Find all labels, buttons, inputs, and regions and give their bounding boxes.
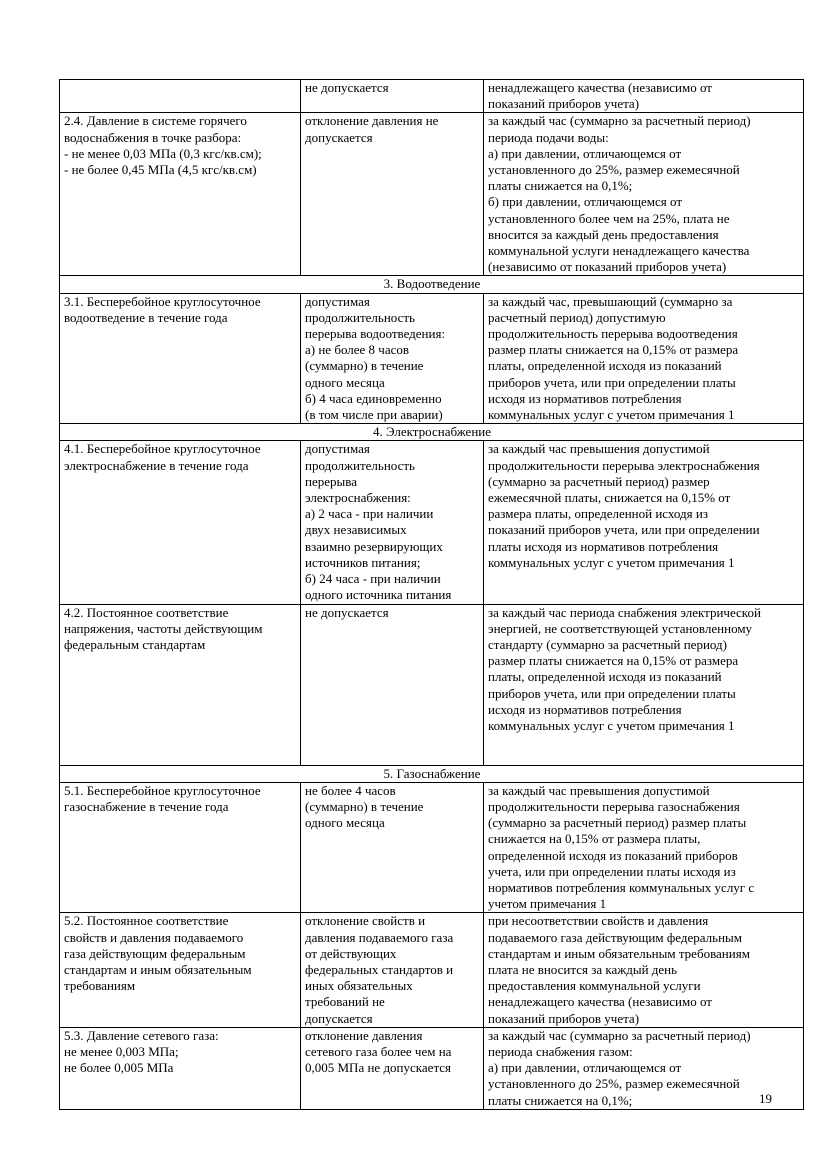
cell-text-line: установленного до 25%, размер ежемесячной [488,1076,740,1092]
cell-text-line: а) при давлении, отличающемся от [488,1060,682,1076]
cell-text-line: платы снижается на 0,1%; [488,1092,633,1108]
cell-text-line: федеральным стандартам [64,636,206,652]
table-body [60,80,804,1110]
cell-text-line: требований не [305,994,385,1010]
cell-text-line: размера платы, определенной исходя из [488,506,708,522]
cell-text-line: не более 0,005 МПа [64,1060,174,1076]
cell-text-line: исходя из нормативов потребления [488,390,682,406]
table-row [60,782,804,913]
allowed-deviation-cell [301,293,484,424]
cell-text-line: стандартам и иным обязательным [64,961,252,977]
cell-text-line: нормативов потребления коммунальных услуг с [488,879,755,895]
cell-text-line: требованиям [64,978,136,994]
cell-text-line: ненадлежащего качества (независимо от [488,80,712,95]
cell-text-line: 5.3. Давление сетевого газа: [64,1027,219,1043]
cell-text-line: платы, определенной исходя из показаний [488,358,722,374]
cell-text-line: размер платы снижается на 0,15% от размера [488,342,739,358]
cell-text-line: давления подаваемого газа [305,929,454,945]
cell-text-line: 4.1. Бесперебойное круглосуточное [64,441,261,457]
cell-text-line: энергией, не соответствующей установленному [488,620,753,636]
allowed-deviation-cell [301,80,484,113]
cell-text-line: б) 4 часа единовременно [305,390,442,406]
cell-text-line: снижается на 0,15% от размера платы, [488,831,701,847]
cell-text-line: ненадлежащего качества (независимо от [488,994,712,1010]
cell-text-line: сетевого газа более чем на [305,1043,452,1059]
cell-text-line: 3.1. Бесперебойное круглосуточное [64,293,261,309]
cell-text-line: периода снабжения газом: [488,1043,633,1059]
payment-change-cell [484,80,804,113]
cell-text-line: от действующих [305,945,397,961]
cell-text-line: (независимо от показаний приборов учета) [488,259,727,275]
cell-text-line: а) при давлении, отличающемся от [488,145,682,161]
cell-text-line: водоотведение в течение года [64,309,228,325]
cell-text-line: приборов учета, или при определении платы [488,685,736,701]
cell-text-line: (в том числе при аварии) [305,407,443,423]
cell-text-line: коммунальных услуг с учетом примечания 1 [488,407,735,423]
cell-text-line: коммунальных услуг с учетом примечания 1 [488,554,735,570]
section-header-row [60,424,804,441]
requirement-cell [60,441,301,604]
cell-text-line: подаваемого газа действующим федеральным [488,929,742,945]
page-number: 19 [759,1091,772,1106]
cell-text-line: - не более 0,45 МПа (4,5 кгс/кв.см) [64,162,257,178]
table-row [60,113,804,276]
payment-change-cell [484,293,804,424]
cell-text-line: газа действующим федеральным [64,945,246,961]
cell-text-line: показаний приборов учета) [488,96,640,112]
cell-text-line: 5.1. Бесперебойное круглосуточное [64,782,261,798]
cell-text-line: коммунальных услуг с учетом примечания 1 [488,717,735,733]
cell-text-line: (суммарно за расчетный период) размер платы [488,815,747,831]
cell-text-line: не допускается [305,80,389,95]
requirement-cell [60,604,301,765]
payment-change-cell [484,441,804,604]
allowed-deviation-cell [301,113,484,276]
cell-text-line: 2.4. Давление в системе горячего [64,113,247,129]
cell-text-line: плата не вносится за каждый день [488,961,678,977]
cell-text-line: не допускается [305,604,389,620]
payment-change-cell [484,604,804,765]
cell-text-line: показаний приборов учета) [488,1010,640,1026]
cell-text-line: определенной исходя из показаний приборов [488,847,738,863]
cell-text-line: учетом примечания 1 [488,896,607,912]
section-title: 5. Газоснабжение [60,765,804,782]
table-row [60,293,804,424]
cell-text-line: напряжения, частоты действующим [64,620,263,636]
cell-text-line: учета, или при определении платы исходя из [488,863,736,879]
requirement-cell [60,293,301,424]
cell-text-line: перерыва [305,473,357,489]
cell-text-line: вносится за каждый день предоставления [488,226,719,242]
cell-text-line: источников питания; [305,554,421,570]
cell-text-line: не менее 0,003 МПа; [64,1043,179,1059]
cell-text-line: 5.2. Постоянное соответствие [64,913,229,929]
cell-text-line: за каждый час периода снабжения электрической [488,604,761,620]
cell-text-line: одного месяца [305,815,385,831]
cell-text-line: федеральных стандартов и [305,961,454,977]
requirement-cell [60,113,301,276]
cell-text-line: отклонение свойств и [305,913,426,929]
cell-text-line: свойств и давления подаваемого [64,929,244,945]
cell-text-line: допускается [305,1010,373,1026]
cell-text-line: взаимно резервирующих [305,538,443,554]
cell-text-line: двух независимых [305,522,407,538]
table-row [60,1027,804,1109]
cell-text-line: отклонение давления [305,1027,423,1043]
cell-text-line: установленного более чем на 25%, плата не [488,210,730,226]
cell-text-line: платы исходя из нормативов потребления [488,538,719,554]
cell-text-line: показаний приборов учета, или при определении [488,522,760,538]
cell-text-line: размер платы снижается на 0,15% от размера [488,653,739,669]
table-row [60,80,804,113]
cell-text-line: а) 2 часа - при наличии [305,506,434,522]
cell-text-line: допускается [305,129,373,145]
cell-text-line: газоснабжение в течение года [64,798,229,814]
table-row [60,604,804,765]
cell-text-line: а) не более 8 часов [305,342,410,358]
cell-text-line: продолжительность перерыва водоотведения [488,326,738,342]
requirement-cell [60,913,301,1027]
cell-text-line: электроснабжение в течение года [64,457,249,473]
cell-text-line: за каждый час (суммарно за расчетный период) [488,1027,751,1043]
cell-text-line: водоснабжения в точке разбора: [64,129,242,145]
table-row [60,441,804,604]
cell-text-line: 0,005 МПа не допускается [305,1060,452,1076]
cell-text-line: (суммарно) в течение [305,798,424,814]
cell-text-line: за каждый час, превышающий (суммарно за [488,293,733,309]
allowed-deviation-cell [301,913,484,1027]
cell-text-line: - не менее 0,03 МПа (0,3 кгс/кв.см); [64,145,262,161]
cell-text-line: не более 4 часов [305,782,396,798]
requirement-cell [60,80,301,113]
cell-text-line: стандартам и иным обязательным требованиям [488,945,750,961]
cell-text-line: ежемесячной платы, снижается на 0,15% от [488,490,731,506]
cell-text-line: предоставления коммунальной услуги [488,978,701,994]
cell-text-line: перерыва водоотведения: [305,326,446,342]
cell-text-line: периода подачи воды: [488,129,609,145]
cell-text-line: продолжительность [305,309,415,325]
payment-change-cell [484,113,804,276]
section-title: 4. Электроснабжение [60,424,804,441]
cell-text-line: за каждый час превышения допустимой [488,782,710,798]
services-quality-table [59,79,804,1110]
allowed-deviation-cell [301,441,484,604]
cell-text-line: иных обязательных [305,978,413,994]
cell-text-line: электроснабжения: [305,490,411,506]
cell-text-line: отклонение давления не [305,113,439,129]
cell-text-line: одного месяца [305,374,385,390]
cell-text-line: продолжительности перерыва электроснабжения [488,457,760,473]
cell-text-line: б) 24 часа - при наличии [305,571,441,587]
payment-change-cell [484,913,804,1027]
cell-text-line: (суммарно за расчетный период) размер [488,473,710,489]
payment-change-cell [484,782,804,913]
cell-text-line: за каждый час (суммарно за расчетный период) [488,113,751,129]
cell-text-line: (суммарно) в течение [305,358,424,374]
cell-text-line: продолжительность [305,457,415,473]
cell-text-line: расчетный период) допустимую [488,309,666,325]
cell-text-line: коммунальной услуги ненадлежащего качества [488,243,750,259]
cell-text-line: исходя из нормативов потребления [488,701,682,717]
allowed-deviation-cell [301,1027,484,1109]
cell-text-line: за каждый час превышения допустимой [488,441,710,457]
requirement-cell [60,782,301,913]
allowed-deviation-cell [301,782,484,913]
cell-text-line: при несоответствии свойств и давления [488,913,709,929]
cell-text-line: 4.2. Постоянное соответствие [64,604,229,620]
cell-text-line: б) при давлении, отличающемся от [488,194,683,210]
requirement-cell [60,1027,301,1109]
cell-text-line: допустимая [305,441,370,457]
cell-text-line: платы снижается на 0,1%; [488,178,633,194]
cell-text-line: приборов учета, или при определении платы [488,374,736,390]
cell-text-line: стандарту (суммарно за расчетный период) [488,636,727,652]
table-row [60,913,804,1027]
cell-text-line: платы, определенной исходя из показаний [488,669,722,685]
section-title: 3. Водоотведение [60,276,804,293]
cell-text-line: установленного до 25%, размер ежемесячной [488,162,740,178]
section-header-row [60,765,804,782]
section-header-row [60,276,804,293]
cell-text-line: продолжительности перерыва газоснабжения [488,798,740,814]
allowed-deviation-cell [301,604,484,765]
cell-text-line: одного источника питания [305,587,452,603]
cell-text-line: допустимая [305,293,370,309]
